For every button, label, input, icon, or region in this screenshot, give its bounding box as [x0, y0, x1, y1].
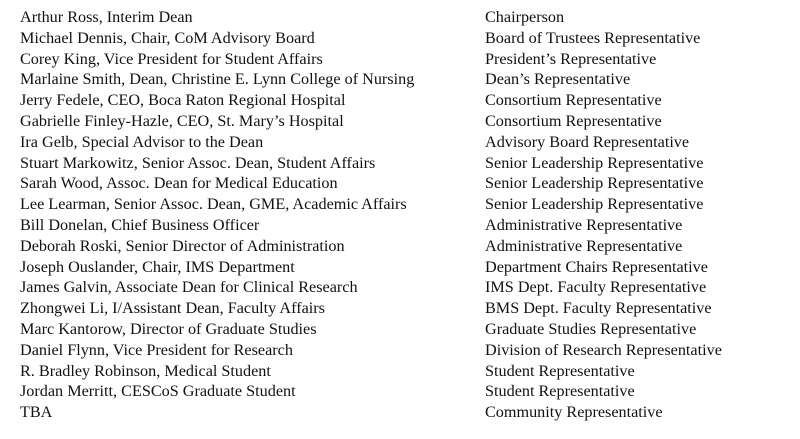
roster-row [0, 111, 800, 132]
roster-row [0, 173, 800, 194]
member-role: Advisory Board Representative [485, 132, 690, 151]
roster-row [0, 277, 800, 298]
member-name: Ira Gelb, Special Advisor to the Dean [20, 132, 264, 151]
roster-row [0, 69, 800, 90]
member-role: BMS Dept. Faculty Representative [485, 299, 712, 318]
member-role: Department Chairs Representative [485, 257, 708, 276]
member-name: Daniel Flynn, Vice President for Research [20, 340, 293, 359]
member-name: James Galvin, Associate Dean for Clinical Research [20, 278, 358, 297]
roster-row [0, 402, 800, 423]
member-role: Graduate Studies Representative [485, 319, 697, 338]
roster-row [0, 28, 800, 49]
member-name: Marc Kantorow, Director of Graduate Studies [20, 319, 317, 338]
member-name: Lee Learman, Senior Assoc. Dean, GME, Academic Affairs [20, 195, 407, 214]
member-name: Corey King, Vice President for Student Affairs [20, 49, 323, 68]
member-role: Board of Trustees Representative [485, 28, 701, 47]
roster-row [0, 7, 800, 28]
member-name: Sarah Wood, Assoc. Dean for Medical Education [20, 174, 338, 193]
member-role: IMS Dept. Faculty Representative [485, 278, 707, 297]
roster-row [0, 340, 800, 361]
member-role: Chairperson [485, 8, 565, 26]
member-name: Jordan Merritt, CESCoS Graduate Student [20, 382, 296, 401]
member-role: Senior Leadership Representative [485, 174, 704, 193]
member-role: Community Representative [485, 403, 663, 422]
member-role: Student Representative [485, 382, 635, 401]
member-role: Dean’s Representative [485, 70, 631, 89]
member-role: Administrative Representative [485, 236, 683, 255]
roster-row [0, 236, 800, 257]
committee-roster [0, 7, 800, 423]
roster-row [0, 132, 800, 153]
roster-row [0, 319, 800, 340]
roster-row [0, 361, 800, 382]
roster-row [0, 49, 800, 70]
roster-row [0, 194, 800, 215]
member-name: Gabrielle Finley-Hazle, CEO, St. Mary’s Hospital [20, 111, 344, 130]
member-role: Division of Research Representative [485, 340, 722, 359]
member-name: Bill Donelan, Chief Business Officer [20, 215, 260, 234]
member-role: Consortium Representative [485, 91, 662, 110]
member-name: Stuart Markowitz, Senior Assoc. Dean, Student Affairs [20, 153, 376, 172]
roster-row [0, 153, 800, 174]
roster-row [0, 381, 800, 402]
member-role: Senior Leadership Representative [485, 153, 704, 172]
member-name: R. Bradley Robinson, Medical Student [20, 361, 271, 380]
member-name: TBA [20, 403, 53, 422]
member-name: Michael Dennis, Chair, CoM Advisory Board [20, 28, 315, 47]
roster-row [0, 257, 800, 278]
roster-row [0, 298, 800, 319]
member-name: Joseph Ouslander, Chair, IMS Department [20, 257, 295, 276]
roster-row [0, 90, 800, 111]
member-name: Marlaine Smith, Dean, Christine E. Lynn College of Nursing [20, 70, 415, 89]
member-name: Deborah Roski, Senior Director of Administration [20, 236, 345, 255]
member-name: Arthur Ross, Interim Dean [20, 8, 193, 26]
member-name: Zhongwei Li, I/Assistant Dean, Faculty Affairs [20, 299, 325, 318]
member-role: Senior Leadership Representative [485, 195, 704, 214]
member-role: Student Representative [485, 361, 635, 380]
roster-row [0, 215, 800, 236]
member-role: President’s Representative [485, 49, 657, 68]
member-role: Administrative Representative [485, 215, 683, 234]
member-name: Jerry Fedele, CEO, Boca Raton Regional Hospital [20, 91, 346, 110]
member-role: Consortium Representative [485, 111, 662, 130]
